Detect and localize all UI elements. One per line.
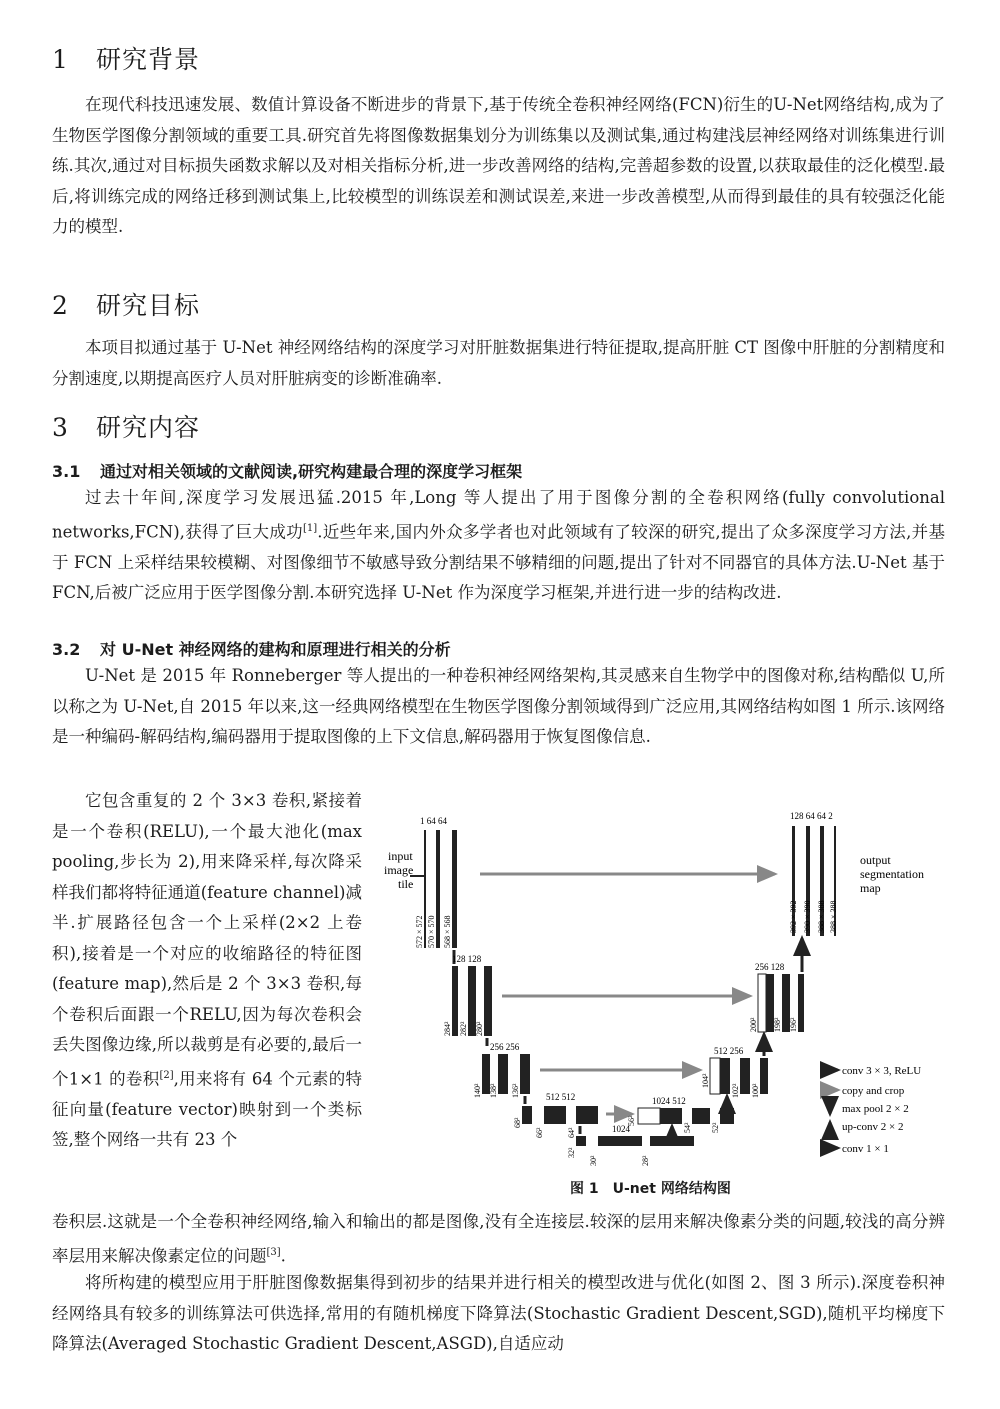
svg-text:conv 3 × 3, ReLU: conv 3 × 3, ReLU (842, 1065, 922, 1077)
size-label: 66² (535, 1127, 544, 1138)
feature-map-bar (692, 1108, 710, 1124)
feature-map-bar (452, 966, 458, 1036)
size-label: 138² (489, 1083, 498, 1098)
channel-label: 1024 (612, 1124, 630, 1134)
size-label: 284² (443, 1021, 452, 1036)
input-label: image (384, 863, 414, 877)
feature-map-bar (520, 1054, 530, 1094)
section-heading-3: 3 研究内容 (52, 413, 201, 442)
svg-text:max pool 2 × 2: max pool 2 × 2 (842, 1103, 909, 1115)
channel-labels-top-right: 128 64 64 2 (790, 811, 833, 821)
paragraph-framework: 过去十年间,深度学习发展迅猛.2015 年,Long 等人提出了用于图像分割的全卷积网络(fully convolutional networks,FCN),获得了巨大成功[1].近些年来,国内外众多学者也对此领域有了较深的研究,提出了众多深度学习方法,并基于 FCN 上采样结果较模糊、对图像细节不敏感导致分割结果不够精细的问题,提出了针对不同器官的具体方法.U-Net 基于 FCN,后被广泛应用于医学图像分割.本研究选择 U-Net 作为深度学习框架,并进行进一步的结构改进. (52, 488, 946, 602)
feature-map-bar (650, 1136, 694, 1146)
size-label: 68² (513, 1117, 522, 1128)
paragraph-unet-structure: 它包含重复的 2 个 3×3 卷积,紧接着是一个卷积(RELU),一个最大池化(max pooling,步长为 2),用来降采样,每次降采样我们都将特征通道(feature channel)减半.扩展路径包含一个上采样(2×2 上卷积),接着是一个对应的收缩路径的特征图(feature map),然后是 2 个 3×3 卷积,每个卷积后面跟一个RELU,因为每次卷积会丢失图像边缘,所以裁剪是有必要的,最后一个1×1 的卷积[2],用来将有 64 个元素的特征向量(feature vector)映射到一个类标签,整个网络一共有 23 个 (52, 791, 362, 1149)
channel-label: 256 256 (490, 1042, 520, 1052)
paragraph-training: 将所构建的模型应用于肝脏图像数据集得到初步的结果并进行相关的模型改进与优化(如图 2、图 3 所示).深度卷积神经网络具有较多的训练算法可供选择,常用的有随机梯度下降算法(Stochastic Gradient Descent,SGD),随机平均梯度下降算法(Averaged Stochastic Gradient Descent,ASGD),自适应动 (52, 1273, 945, 1353)
feature-map-bar (452, 830, 457, 948)
unet-architecture-figure (380, 808, 955, 1178)
feature-map-bar (544, 1106, 566, 1124)
size-label: 196² (789, 1017, 798, 1032)
svg-text:copy and crop: copy and crop (842, 1085, 905, 1097)
size-label: 102² (731, 1083, 740, 1098)
subsection-heading-3-2: 3.2 对 U-Net 神经网络的建构和原理进行相关的分析 (52, 640, 451, 659)
size-label: 572 × 572 (415, 915, 424, 948)
channel-label: 1024 512 (652, 1096, 686, 1106)
feature-map-bar (660, 1108, 682, 1124)
output-label: map (860, 881, 881, 895)
channel-label: 512 512 (546, 1092, 576, 1102)
svg-text:conv 1 × 1: conv 1 × 1 (842, 1143, 889, 1155)
size-label: 54² (683, 1122, 692, 1133)
input-label: input (388, 849, 413, 863)
citation-3: [3] (266, 1246, 281, 1258)
citation-2: [2] (159, 1069, 174, 1081)
subsection-heading-3-1: 3.1 通过对相关领域的文献阅读,研究构建最合理的深度学习框架 (52, 462, 523, 481)
size-label: 104² (701, 1073, 710, 1088)
feature-map-bar (720, 1058, 730, 1094)
size-label: 30² (589, 1155, 598, 1166)
size-label: 100² (751, 1083, 760, 1098)
input-label: tile (398, 877, 414, 891)
figure-legend (820, 1065, 921, 1155)
size-label: 392 × 392 (789, 900, 798, 933)
feature-map-bar (576, 1136, 586, 1146)
output-label: output (860, 853, 891, 867)
size-label: 28² (641, 1155, 650, 1166)
size-label: 64² (567, 1127, 576, 1138)
paragraph-unet-intro: U-Net 是 2015 年 Ronneberger 等人提出的一种卷积神经网络架构,其灵感来自生物学中的图像对称,结构酷似 U,所以称之为 U-Net,自 2015 年以来,这一经典网络模型在生物医学图像分割领域得到广泛应用,其网络结构如图 1 所示.该网络是一种编码-解码结构,编码器用于提取图像的上下文信息,解码器用于恢复图像信息. (52, 666, 945, 746)
feature-map-bar (740, 1058, 750, 1094)
size-label: 570 × 570 (427, 915, 436, 948)
channel-labels-top-left: 1 64 64 (420, 816, 447, 826)
size-label: 198² (773, 1017, 782, 1032)
section-heading-1: 1 研究背景 (52, 45, 201, 74)
feature-map-bar (576, 1106, 598, 1124)
feature-map-bar (720, 1108, 734, 1124)
size-label: 200² (749, 1017, 758, 1032)
channel-label: 256 128 (755, 962, 785, 972)
paragraph-unet-layers: 卷积层.这就是一个全卷积神经网络,输入和输出的都是图像,没有全连接层.较深的层用来解决像素分类的问题,较浅的高分辨率层用来解决像素定位的问题[3]. (52, 1212, 945, 1265)
size-label: 390 × 390 (803, 900, 812, 933)
channel-label: 512 256 (714, 1046, 744, 1056)
svg-text:up-conv 2 × 2: up-conv 2 × 2 (842, 1121, 904, 1133)
size-label: 280² (475, 1021, 484, 1036)
feature-map-bar (598, 1136, 642, 1146)
feature-map-bar (522, 1106, 532, 1124)
citation-1: [1] (303, 522, 318, 534)
size-label: 388 × 388 (829, 900, 838, 933)
feature-map-bar (498, 1054, 508, 1094)
paragraph-objective: 本项目拟通过基于 U-Net 神经网络结构的深度学习对肝脏数据集进行特征提取,提高肝脏 CT 图像中肝脏的分割精度和分割速度,以期提高医疗人员对肝脏病变的诊断准确率. (52, 338, 945, 388)
feature-map-bar (798, 974, 804, 1032)
size-label: 140² (473, 1083, 482, 1098)
size-label: 56² (627, 1115, 636, 1126)
paragraph-background: 在现代科技迅速发展、数值计算设备不断进步的背景下,基于传统全卷积神经网络(FCN)衍生的U-Net网络结构,成为了生物医学图像分割领域的重要工具.研究首先将图像数据集划分为训练集以及测试集,通过构建浅层神经网络对训练集进行训练.其次,通过对目标损失函数求解以及对相关指标分析,进一步改善网络的结构,完善超参数的设置,以获取最佳的泛化模型.最后,将训练完成的网络迁移到测试集上,比较模型的训练误差和测试误差,来进一步改善模型,从而得到最佳的具有较强泛化能力的模型. (52, 95, 945, 236)
output-label: segmentation (860, 867, 924, 881)
feature-map-bar (484, 966, 492, 1036)
size-label: 568 × 568 (443, 915, 452, 948)
section-heading-2: 2 研究目标 (52, 291, 201, 320)
size-label: 388 × 388 (817, 900, 826, 933)
channel-label: 128 128 (452, 954, 482, 964)
feature-map-bar (436, 830, 440, 948)
feature-map-bar (424, 830, 426, 948)
size-label: 52² (711, 1122, 720, 1133)
figure-caption: 图 1 U-net 网络结构图 (570, 1181, 731, 1197)
size-label: 282² (459, 1021, 468, 1036)
feature-map-bar (760, 1058, 768, 1094)
size-label: 32² (567, 1147, 576, 1158)
size-label: 136² (511, 1083, 520, 1098)
